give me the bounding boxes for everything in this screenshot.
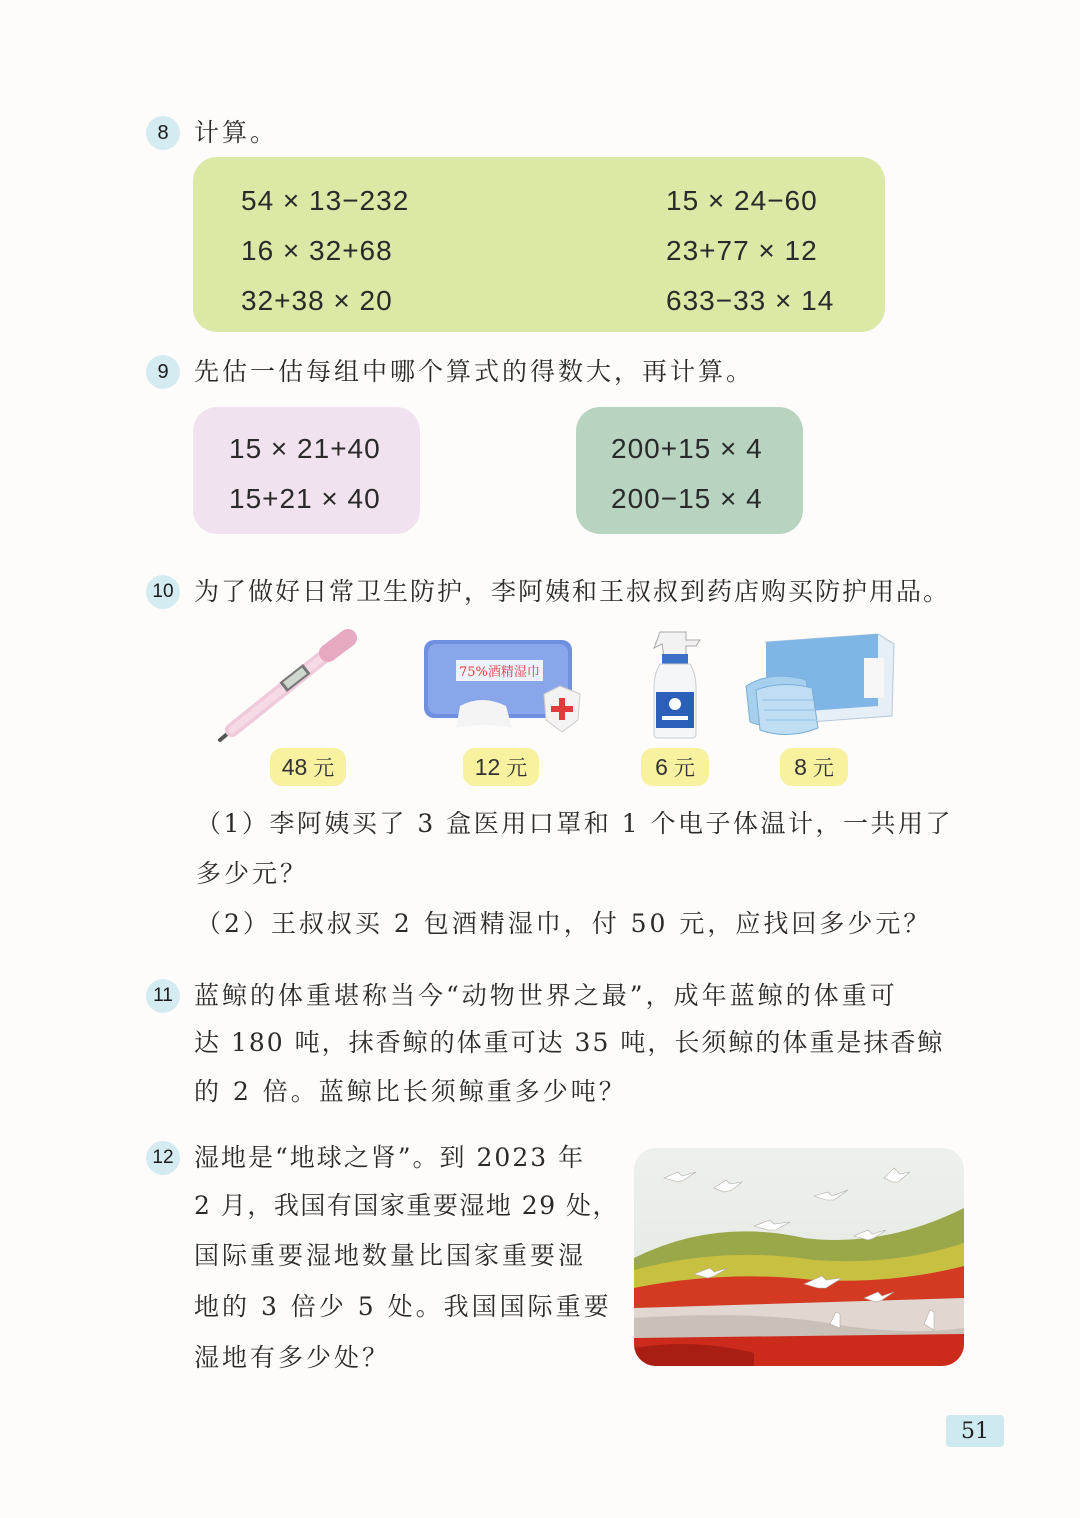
question-text: 湿地有多少处？ [194,1343,391,1372]
question-title: 计算。 [194,118,279,147]
mask-box-image [742,630,897,745]
expression: 15 × 24−60 [666,185,818,216]
question-text: 国际重要湿地数量比国家重要湿 [194,1241,587,1270]
wipes-image [422,636,590,736]
question-number-badge: 9 [146,355,180,389]
question-title: 先估一估每组中哪个算式的得数大，再计算。 [194,357,755,386]
expression-group-box [576,407,803,534]
price-unit: 元 [673,756,695,780]
question-text: 的 2 倍。蓝鲸比长须鲸重多少吨？ [194,1077,627,1106]
price-tag [641,748,709,786]
expression: 200−15 × 4 [611,483,763,514]
thermometer-image [210,628,360,748]
question-text: 湿地是“地球之肾”。到 2023 年 [194,1143,586,1172]
price-unit: 元 [313,756,335,780]
page-number: 51 [946,1415,1004,1447]
sub-question-text: （1）李阿姨买了 3 盒医用口罩和 1 个电子体温计，一共用了 [196,809,954,838]
price-tag [270,748,346,786]
wetland-photo [634,1148,964,1366]
expression: 16 × 32+68 [241,235,393,266]
expression: 633−33 × 14 [666,285,835,316]
question-number-badge: 8 [146,116,180,150]
expression: 15+21 × 40 [229,483,381,514]
expression: 54 × 13−232 [241,185,410,216]
sub-question-text: （2）王叔叔买 2 包酒精湿巾，付 50 元，应找回多少元？ [196,909,932,938]
price-value: 8 [794,753,807,780]
price-value: 12 [474,753,501,780]
question-text: 达 180 吨，抹香鲸的体重可达 35 吨，长须鲸的体重是抹香鲸 [194,1028,945,1057]
question-number-badge: 12 [146,1141,180,1175]
price-unit: 元 [506,756,528,780]
spray-bottle-image [646,630,702,740]
sub-question-text: 多少元？ [196,859,309,888]
expression-group-box [193,407,420,534]
price-value: 6 [655,753,668,780]
question-title: 为了做好日常卫生防护，李阿姨和王叔叔到药店购买防护用品。 [194,577,951,606]
expression: 15 × 21+40 [229,433,381,464]
price-unit: 元 [812,756,834,780]
price-tag [780,748,848,786]
price-value: 48 [281,753,308,780]
question-number-badge: 11 [146,979,180,1013]
expression: 200+15 × 4 [611,433,763,464]
question-text: 2 月，我国有国家重要湿地 29 处， [194,1191,620,1220]
wipes-package-label: 75%酒精湿巾 [456,660,543,681]
calculation-box [193,157,885,332]
expression: 23+77 × 12 [666,235,818,266]
question-text: 蓝鲸的体重堪称当今“动物世界之最”，成年蓝鲸的体重可 [194,981,898,1010]
price-tag [463,748,539,786]
expression: 32+38 × 20 [241,285,393,316]
question-text: 地的 3 倍少 5 处。我国国际重要 [194,1292,612,1321]
question-number-badge: 10 [146,575,180,609]
